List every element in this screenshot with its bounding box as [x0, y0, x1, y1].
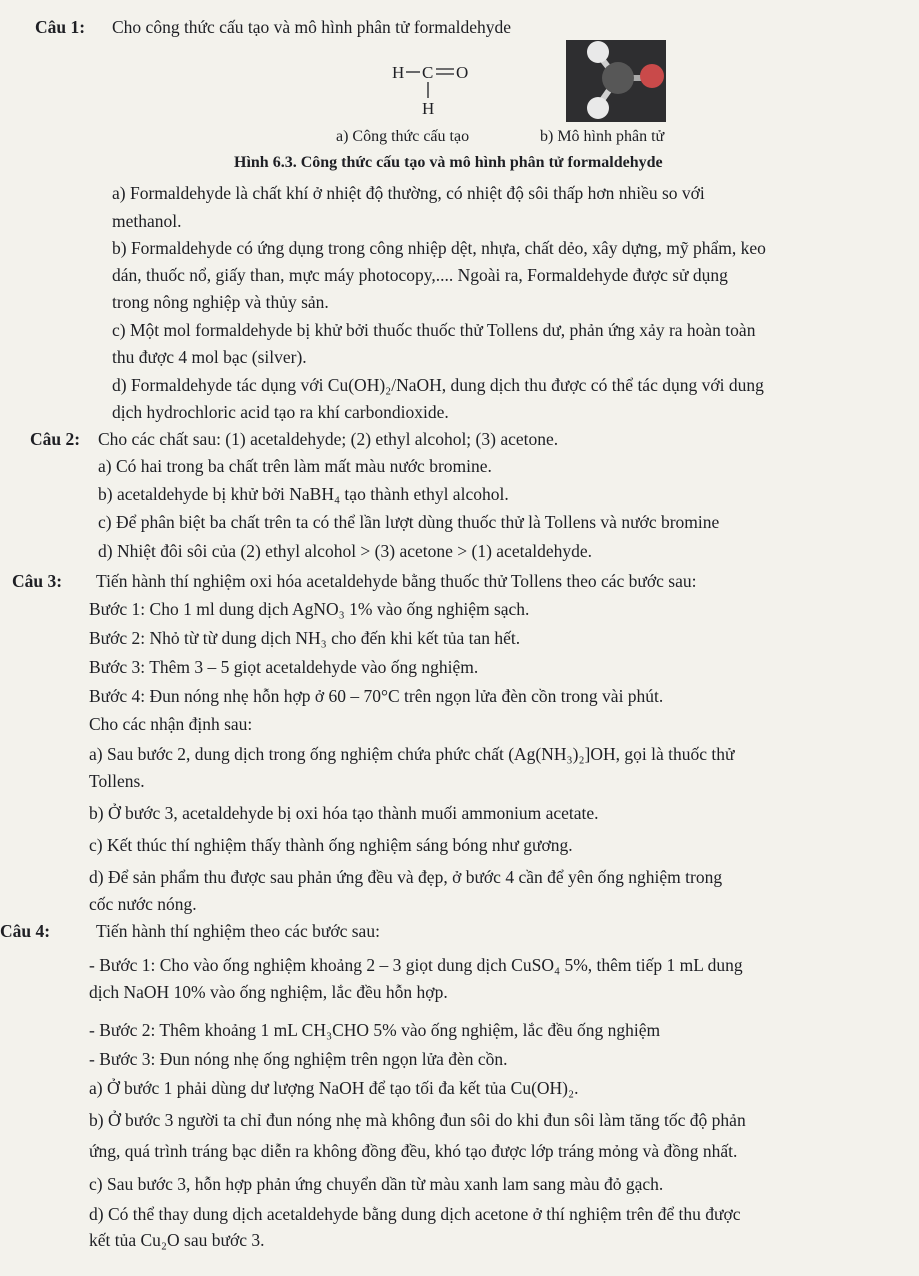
q3-step-1: Bước 1: Cho 1 ml dung dịch AgNO₃ 1% vào ống nghiệm sạch.: [89, 599, 530, 619]
formula-atom-h1: H: [392, 63, 405, 82]
formula-atom-h2: H: [422, 99, 435, 118]
hydrogen-atom-icon: [587, 41, 609, 63]
q1-option-a-cont: methanol.: [112, 211, 182, 231]
q3-prompt: Cho các nhận định sau:: [89, 714, 253, 734]
q1-option-b-cont2: trong nông nghiệp và thủy sản.: [112, 292, 329, 312]
molecule-model-image: [566, 40, 666, 122]
q4-intro: Tiến hành thí nghiệm theo các bước sau:: [96, 921, 380, 941]
q1-option-b: b) Formaldehyde có ứng dụng trong công nhiệp dệt, nhựa, chất dẻo, xây dựng, mỹ phẩm, keo: [112, 238, 766, 258]
q2-label: Câu 2:: [30, 429, 81, 449]
caption-b: b) Mô hình phân tử: [540, 128, 665, 145]
q1-label: Câu 1:: [35, 17, 86, 37]
q1-intro: Cho công thức cấu tạo và mô hình phân tử formaldehyde: [112, 17, 512, 37]
q3-step-3: Bước 3: Thêm 3 – 5 giọt acetaldehyde vào ống nghiệm.: [89, 657, 479, 677]
q4-step-2: - Bước 2: Thêm khoảng 1 mL CH₃CHO 5% vào ống nghiệm, lắc đều ống nghiệm: [89, 1020, 661, 1040]
q3-option-d-cont: cốc nước nóng.: [89, 894, 197, 914]
q1-option-d: d) Formaldehyde tác dụng với Cu(OH)₂/NaOH, dung dịch thu được có thể tác dụng với dung: [112, 375, 764, 395]
q1-option-d-cont: dịch hydrochloric acid tạo ra khí carbondioxide.: [112, 402, 449, 422]
q4-step-1: - Bước 1: Cho vào ống nghiệm khoảng 2 – 3 giọt dung dịch CuSO₄ 5%, thêm tiếp 1 mL dung: [89, 955, 743, 975]
q4-option-d-cont: kết tủa Cu₂O sau bước 3.: [89, 1230, 265, 1250]
q1-option-a: a) Formaldehyde là chất khí ở nhiệt độ thường, có nhiệt độ sôi thấp hơn nhiều so với: [112, 183, 705, 203]
q4-step-1-cont: dịch NaOH 10% vào ống nghiệm, lắc đều hỗn hợp.: [89, 982, 448, 1002]
q4-step-3: - Bước 3: Đun nóng nhẹ ống nghiệm trên ngọn lửa đèn cồn.: [89, 1049, 508, 1069]
caption-a: a) Công thức cấu tạo: [336, 128, 470, 145]
q1-option-b-cont: dán, thuốc nổ, giấy than, mực máy photocopy,.... Ngoài ra, Formaldehyde được sử dụng: [112, 265, 728, 285]
q3-option-b: b) Ở bước 3, acetaldehyde bị oxi hóa tạo thành muối ammonium acetate.: [89, 803, 599, 823]
q3-option-c: c) Kết thúc thí nghiệm thấy thành ống nghiệm sáng bóng như gương.: [89, 835, 573, 855]
formula-atom-c: C: [422, 63, 434, 82]
q3-step-2: Bước 2: Nhỏ từ từ dung dịch NH₃ cho đến khi kết tủa tan hết.: [89, 628, 521, 648]
structural-formula-diagram: [388, 58, 488, 122]
q2-option-c: c) Để phân biệt ba chất trên ta có thể lần lượt dùng thuốc thử là Tollens và nước bromine: [98, 512, 720, 532]
q3-option-a-cont: Tollens.: [89, 771, 145, 791]
q2-option-a: a) Có hai trong ba chất trên làm mất màu nước bromine.: [98, 456, 492, 476]
q3-option-a: a) Sau bước 2, dung dịch trong ống nghiệm chứa phức chất (Ag(NH₃)₂]OH, gọi là thuốc thử: [89, 744, 735, 764]
q2-intro: Cho các chất sau: (1) acetaldehyde; (2) ethyl alcohol; (3) acetone.: [98, 429, 559, 449]
formula-atom-o: O: [456, 63, 469, 82]
q3-option-d: d) Để sản phẩm thu được sau phản ứng đều và đẹp, ở bước 4 cần để yên ống nghiệm trong: [89, 867, 723, 887]
q4-option-c: c) Sau bước 3, hỗn hợp phản ứng chuyển dần từ màu xanh lam sang màu đỏ gạch.: [89, 1174, 664, 1194]
figure-title: Hình 6.3. Công thức cấu tạo và mô hình phân tử formaldehyde: [234, 154, 663, 171]
q3-step-4: Bước 4: Đun nóng nhẹ hỗn hợp ở 60 – 70°C trên ngọn lửa đèn cồn trong vài phút.: [89, 686, 664, 706]
q2-option-b: b) acetaldehyde bị khử bởi NaBH₄ tạo thành ethyl alcohol.: [98, 484, 509, 504]
hydrogen-atom-icon: [587, 97, 609, 119]
q4-label: Câu 4:: [0, 921, 51, 941]
q1-option-c: c) Một mol formaldehyde bị khử bởi thuốc thuốc thử Tollens dư, phản ứng xảy ra hoàn toàn: [112, 320, 756, 340]
q1-option-c-cont: thu được 4 mol bạc (silver).: [112, 347, 307, 367]
oxygen-atom-icon: [640, 64, 664, 88]
q4-option-b-cont: ứng, quá trình tráng bạc diễn ra không đồng đều, khó tạo được lớp tráng mỏng và đồng nhất.: [89, 1141, 738, 1161]
q2-option-d: d) Nhiệt đôi sôi của (2) ethyl alcohol > (3) acetone > (1) acetaldehyde.: [98, 541, 592, 561]
q4-option-b: b) Ở bước 3 người ta chỉ đun nóng nhẹ mà không đun sôi do khi đun sôi làm tăng tốc độ phản: [89, 1110, 746, 1130]
q4-option-d: d) Có thể thay dung dịch acetaldehyde bằng dung dịch acetone ở thí nghiệm trên để thu được: [89, 1204, 741, 1224]
q3-label: Câu 3:: [12, 571, 63, 591]
q3-intro: Tiến hành thí nghiệm oxi hóa acetaldehyde bằng thuốc thử Tollens theo các bước sau:: [96, 571, 697, 591]
q4-option-a: a) Ở bước 1 phải dùng dư lượng NaOH để tạo tối đa kết tủa Cu(OH)₂.: [89, 1078, 579, 1098]
carbon-atom-icon: [602, 62, 634, 94]
